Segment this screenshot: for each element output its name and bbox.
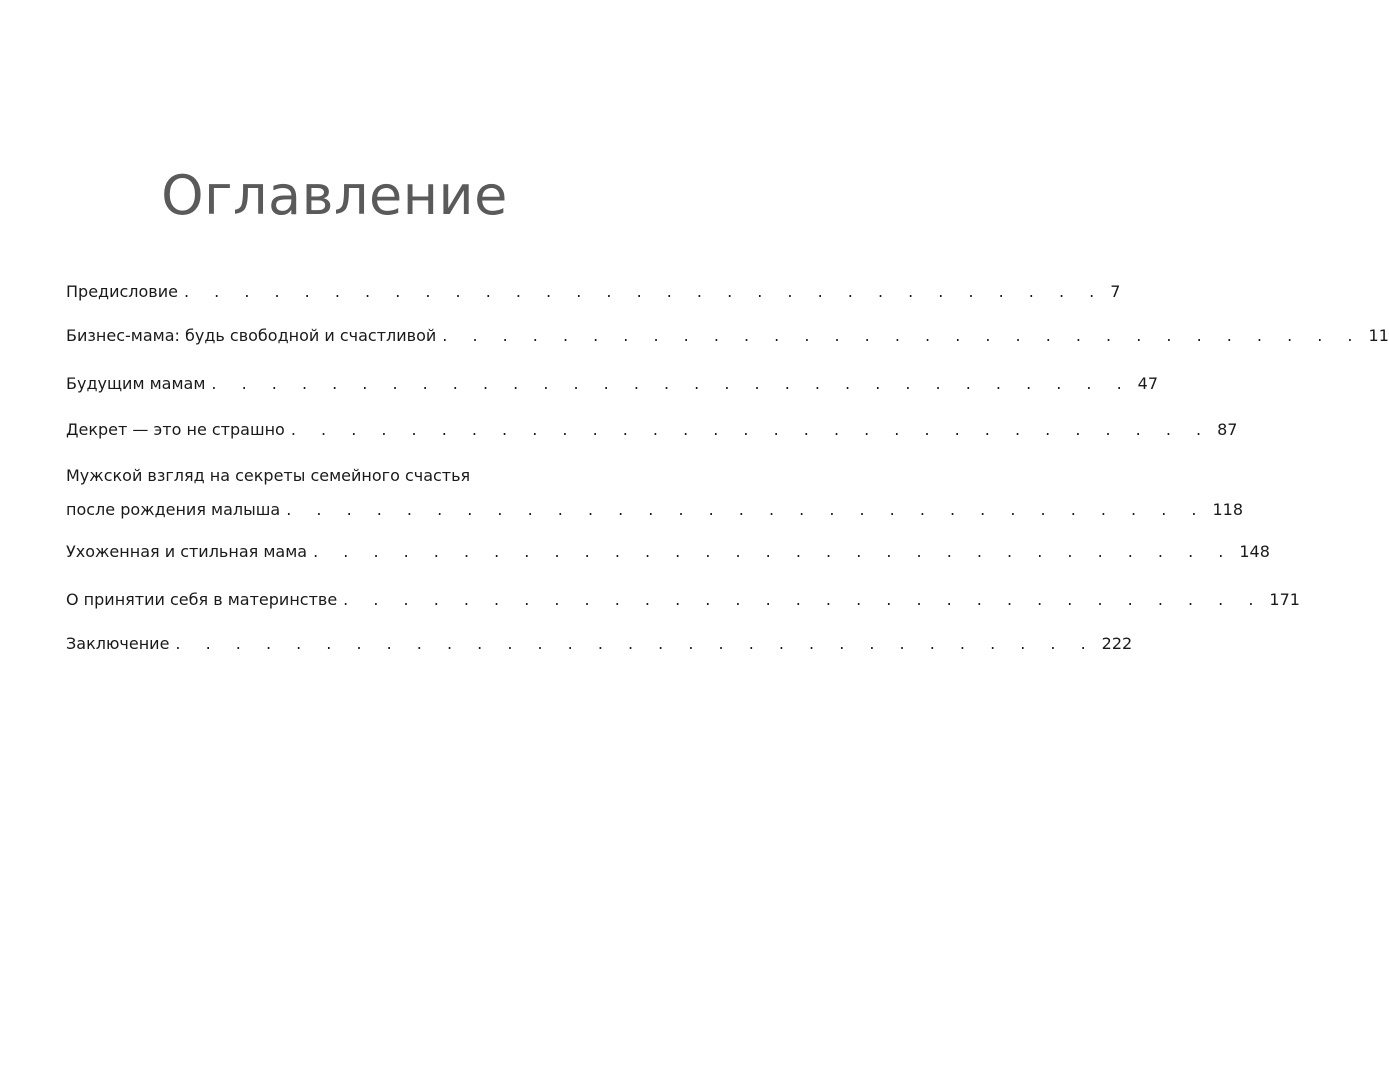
toc-entry-label-line1: Мужской взгляд на секреты семейного счастья: [66, 466, 471, 485]
toc-entry-maternity-leave[interactable]: [66, 418, 1238, 442]
dot-leader: . . . . . . . . . . . . . . . . . . . . . . . . . . . . . . .: [343, 590, 1264, 609]
toc-entry-male-view[interactable]: [66, 464, 1244, 522]
toc-entry-page: 11: [1368, 326, 1389, 345]
toc-entry-page: 148: [1239, 542, 1270, 561]
toc-entry-page: 47: [1137, 374, 1159, 393]
toc-entry-label: Заключение: [66, 634, 170, 653]
toc-entry-label: О принятии себя в материнстве: [66, 590, 338, 609]
page-title: Оглавление: [161, 164, 508, 228]
dot-leader: . . . . . . . . . . . . . . . . . . . . . . . . . . . . . . .: [313, 542, 1234, 561]
toc-entry-page: 7: [1110, 282, 1121, 301]
toc-entry-label: после рождения малыша: [66, 500, 281, 519]
toc-entry-preface[interactable]: [66, 280, 1121, 304]
dot-leader: . . . . . . . . . . . . . . . . . . . . . . . . . . . . . . .: [211, 374, 1132, 393]
toc-entry-business-mom[interactable]: [66, 324, 1389, 348]
toc-entry-page: 171: [1269, 590, 1300, 609]
toc-entry-conclusion[interactable]: [66, 632, 1133, 656]
toc-entry-label: Бизнес-мама: будь свободной и счастливой: [66, 326, 437, 345]
toc-entry-future-moms[interactable]: [66, 372, 1159, 396]
toc-entry-page: 222: [1101, 634, 1133, 653]
toc-entry-label: Предисловие: [66, 282, 178, 301]
dot-leader: . . . . . . . . . . . . . . . . . . . . . . . . . . . . . . .: [286, 500, 1207, 519]
toc-entry-self-acceptance[interactable]: [66, 588, 1300, 612]
toc-entry-label: Ухоженная и стильная мама: [66, 542, 308, 561]
toc-entry-label: Будущим мамам: [66, 374, 206, 393]
toc-entry-page: 87: [1217, 420, 1238, 439]
toc-entry-stylish-mom[interactable]: [66, 540, 1270, 564]
dot-leader: . . . . . . . . . . . . . . . . . . . . . . . . . . . . . . .: [290, 420, 1212, 439]
toc-entry-label: Декрет — это не страшно: [66, 420, 285, 439]
dot-leader: . . . . . . . . . . . . . . . . . . . . . . . . . . . . . . .: [442, 326, 1363, 345]
dot-leader: . . . . . . . . . . . . . . . . . . . . . . . . . . . . . . .: [175, 634, 1096, 653]
dot-leader: . . . . . . . . . . . . . . . . . . . . . . . . . . . . . . .: [183, 282, 1105, 301]
toc-entry-page: 118: [1212, 500, 1244, 519]
